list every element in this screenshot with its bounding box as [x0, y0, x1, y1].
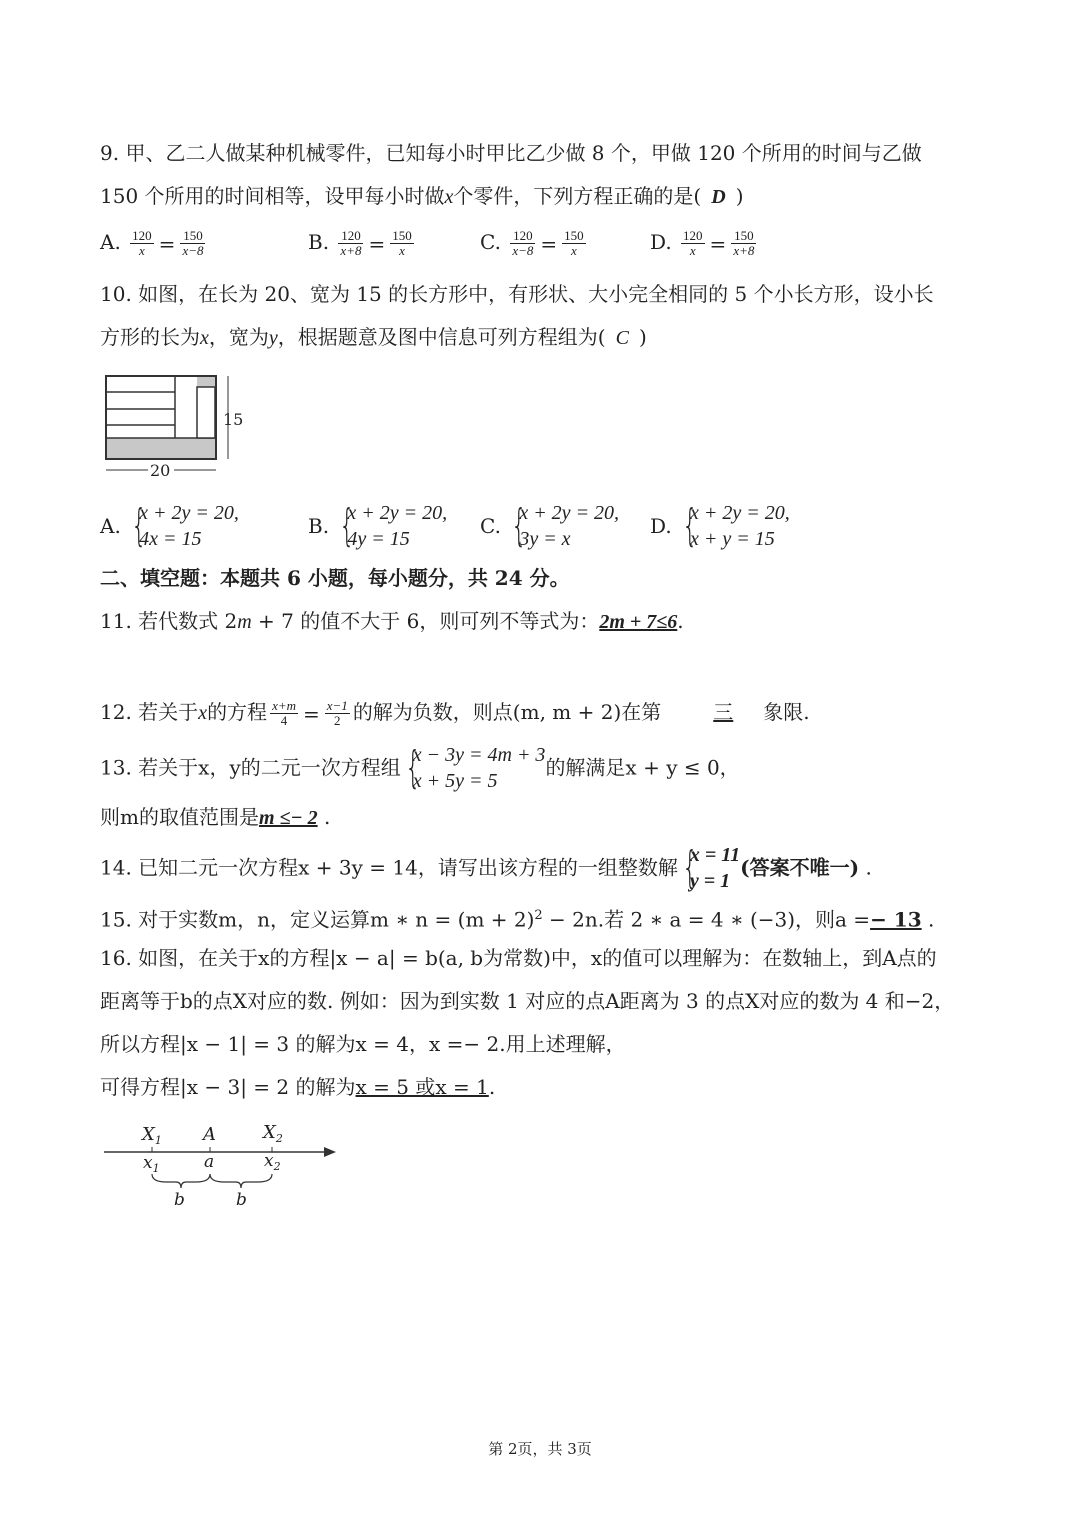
q9-b-ln: 120	[338, 229, 363, 244]
q10-option-b-label: B.	[308, 514, 330, 538]
q9-c-ld: x−8	[512, 243, 534, 258]
label-X2: $X_2$	[263, 1122, 283, 1145]
q10-option-a: A. { x + 2y = 20, 4x = 15	[100, 500, 239, 551]
q10-stem-text2: 方形的长为	[100, 325, 200, 349]
q9-option-a: A. $\frac{120}{x}$ = $\frac{150}{x-8}$	[100, 228, 204, 258]
q11-answer: 2m + 7≤6	[599, 611, 678, 633]
q9-line1	[100, 139, 922, 167]
q12-left-den: 4	[280, 713, 288, 728]
q10-close-paren: )	[638, 325, 647, 349]
q12-text-mid2: 的解为负数，则点(m, m + 2)在第	[352, 700, 662, 724]
q16-line3: 所以方程|x − 1| = 3 的解为x = 4，x =− 2.用上述理解，	[100, 1032, 626, 1056]
label-a: a	[204, 1152, 215, 1172]
shaded-strip-bottom	[107, 438, 215, 458]
q12-var-x: x	[198, 702, 208, 724]
q9-a-rd: x−8	[182, 243, 204, 258]
q14-row1: x = 11	[689, 843, 741, 866]
axis-arrow	[324, 1147, 336, 1157]
q10-stem-text3: ，根据题意及图中信息可列方程组为(	[277, 325, 606, 349]
label-A: A	[203, 1124, 216, 1145]
q10-c-row2: 3y = x	[519, 528, 571, 550]
q10-var-y: y	[268, 327, 278, 349]
q10-option-c-label: C.	[480, 514, 501, 538]
q12-line	[100, 694, 810, 732]
q10-stem-text: 10. 如图，在长为 20、宽为 15 的长方形中，有形状、大小完全相同的 5 个小长方形，设小长	[100, 282, 934, 306]
vertical-small-rectangle	[197, 387, 215, 438]
q10-d-row1: x + 2y = 20,	[690, 502, 790, 524]
q15-superscript: 2	[534, 908, 543, 923]
q9-line2	[100, 182, 744, 211]
q13-line2	[100, 803, 330, 832]
q12-text-mid1: 的方程	[207, 700, 268, 724]
q14-row2: y = 1	[689, 869, 731, 892]
shaded-strip-top	[197, 377, 215, 387]
q9-close-paren: )	[735, 184, 744, 208]
q12-left-num: x+m	[272, 698, 296, 713]
q10-b-row1: x + 2y = 20,	[347, 502, 448, 524]
q10-answer: C	[615, 327, 629, 349]
q10-option-c: C. { x + 2y = 20, 3y = x	[480, 500, 620, 551]
q9-option-b: B. $\frac{120}{x+8}$ = $\frac{150}{x}$	[308, 228, 412, 258]
q9-a-ld: x	[139, 243, 145, 258]
q9-d-ld: x	[689, 243, 696, 258]
label-X1: $X_1$	[142, 1124, 162, 1147]
q16-line4-pre: 可得方程|x − 3| = 2 的解为	[100, 1075, 356, 1099]
q15-line	[100, 902, 934, 934]
q10-option-d-label: D.	[650, 514, 672, 538]
height-label: 15	[223, 410, 244, 429]
q9-b-ld: x+8	[340, 243, 362, 258]
q14-post: .	[859, 855, 872, 880]
q10-rectangle-figure	[100, 372, 245, 482]
q13-line1: 13. 若关于x，y的二元一次方程组 { x − 3y = 4m + 3 x + 5y = 5 的解满足x + y ≤ 0，	[100, 741, 740, 793]
q9-option-b-label: B.	[308, 230, 330, 254]
q14-note: (答案不唯一)	[740, 855, 860, 880]
q13-text-pre: 13. 若关于x，y的二元一次方程组	[100, 755, 401, 780]
q9-a-ln: 120	[132, 228, 152, 243]
q12-right-den: 2	[334, 713, 341, 728]
q12-right-num: x−1	[326, 698, 348, 713]
q12-equals: =	[303, 701, 320, 726]
q16-answer: x = 5 或x = 1	[355, 1075, 489, 1099]
q13-row2: x + 5y = 5	[412, 769, 498, 792]
q16-line4-post: .	[488, 1075, 496, 1099]
label-b-left: b	[174, 1190, 185, 1210]
brace-right	[210, 1174, 272, 1188]
q9-c-rn: 150	[564, 228, 584, 243]
q9-stem-text2: 150 个所用的时间相等，设甲每小时做	[100, 184, 445, 208]
q15-post: .	[921, 907, 935, 932]
q13-text-post: 的解满足x + y ≤ 0，	[545, 755, 740, 780]
q11-line	[100, 607, 684, 636]
q16-line1: 16. 如图，在关于x的方程|x − a| = b(a, b为常数)中，x的值可以理解为：在数轴上，到A点的	[100, 946, 937, 970]
q9-var: x	[444, 186, 454, 208]
q14-line: 14. 已知二元一次方程x + 3y = 14，请写出该方程的一组整数解 { x = 11 y = 1 (答案不唯一) .	[100, 841, 872, 893]
q15-text-mid: − 2n.若 2 ∗ a = 4 ∗ (−3)，则a =	[542, 907, 871, 932]
q11-text-pre: 11. 若代数式 2	[100, 609, 238, 633]
q12-text-pre: 12. 若关于	[100, 700, 199, 724]
q16-number-line-figure	[100, 1118, 345, 1213]
label-x2: $x_2$	[264, 1151, 281, 1173]
q16-line4	[100, 1073, 495, 1101]
q13-row1: x − 3y = 4m + 3	[412, 743, 546, 766]
q10-option-a-label: A.	[100, 514, 121, 538]
q11-post: .	[677, 609, 684, 633]
q9-answer: D	[711, 186, 726, 208]
q9-b-rd: x	[399, 243, 405, 258]
section-heading-fill-in: 二、填空题：本题共 6 小题，每小题分，共 24 分。	[100, 566, 570, 590]
q10-line2	[100, 323, 647, 352]
q11-var-m: m	[237, 611, 252, 633]
q13-answer: m ≤− 2	[258, 807, 318, 829]
q10-b-row2: 4y = 15	[347, 528, 410, 550]
q13-line2-pre: 则m的取值范围是	[100, 805, 259, 829]
q10-c-row1: x + 2y = 20,	[519, 502, 620, 524]
q10-d-row2: x + y = 15	[690, 528, 775, 550]
q9-c-rd: x	[570, 243, 577, 258]
page-footer: 第 2页，共 3页	[488, 1440, 592, 1458]
q9-b-rn: 150	[392, 228, 412, 243]
width-label: 20	[150, 461, 171, 480]
q10-var-x: x	[200, 327, 209, 349]
q9-option-c-label: C.	[480, 230, 501, 254]
q10-option-d: D. { x + 2y = 20, x + y = 15	[650, 500, 790, 551]
q9-option-d: D. $\frac{120}{x}$ = $\frac{150}{x+8}$	[650, 228, 755, 258]
q10-option-b: B. { x + 2y = 20, 4y = 15	[308, 500, 448, 551]
q10-a-row2: 4x = 15	[139, 528, 202, 550]
q9-d-rd: x+8	[733, 243, 755, 258]
q10-a-row1: x + 2y = 20,	[139, 502, 239, 524]
q9-stem-text3: 个零件，下列方程正确的是(	[453, 184, 702, 208]
q16-line2: 距离等于b的点X对应的数. 例如：因为到实数 1 对应的点A距离为 3 的点X对应的数为 4 和−2，	[100, 989, 955, 1013]
q15-answer: − 13	[870, 907, 922, 932]
q12-post: 象限.	[763, 700, 810, 724]
q9-d-rn: 150	[731, 229, 756, 244]
q11-text-mid: + 7 的值不大于 6，则可列不等式为：	[251, 609, 600, 633]
q13-line2-post: .	[317, 805, 331, 829]
q14-text-pre: 14. 已知二元一次方程x + 3y = 14，请写出该方程的一组整数解	[100, 855, 678, 880]
q12-answer: 三	[713, 700, 734, 724]
brace-left	[152, 1174, 210, 1188]
label-x1: $x_1$	[143, 1153, 160, 1175]
q9-option-a-label: A.	[100, 230, 121, 254]
q9-d-ln: 120	[683, 228, 703, 243]
q9-option-d-label: D.	[650, 230, 672, 254]
q10-sep: ，宽为	[208, 325, 269, 349]
q10-line1	[100, 280, 934, 308]
q15-text-pre: 15. 对于实数m，n，定义运算m ∗ n = (m + 2)	[100, 907, 535, 932]
q9-c-ln: 120	[510, 229, 535, 244]
label-b-right: b	[236, 1190, 247, 1210]
q9-a-rn: 150	[180, 229, 205, 244]
q9-option-c: C. $\frac{120}{x-8}$ = $\frac{150}{x}$	[480, 228, 584, 258]
q9-stem-text: 9. 甲、乙二人做某种机械零件，已知每小时甲比乙少做 8 个，甲做 120 个所用的时间与乙做	[100, 141, 922, 165]
